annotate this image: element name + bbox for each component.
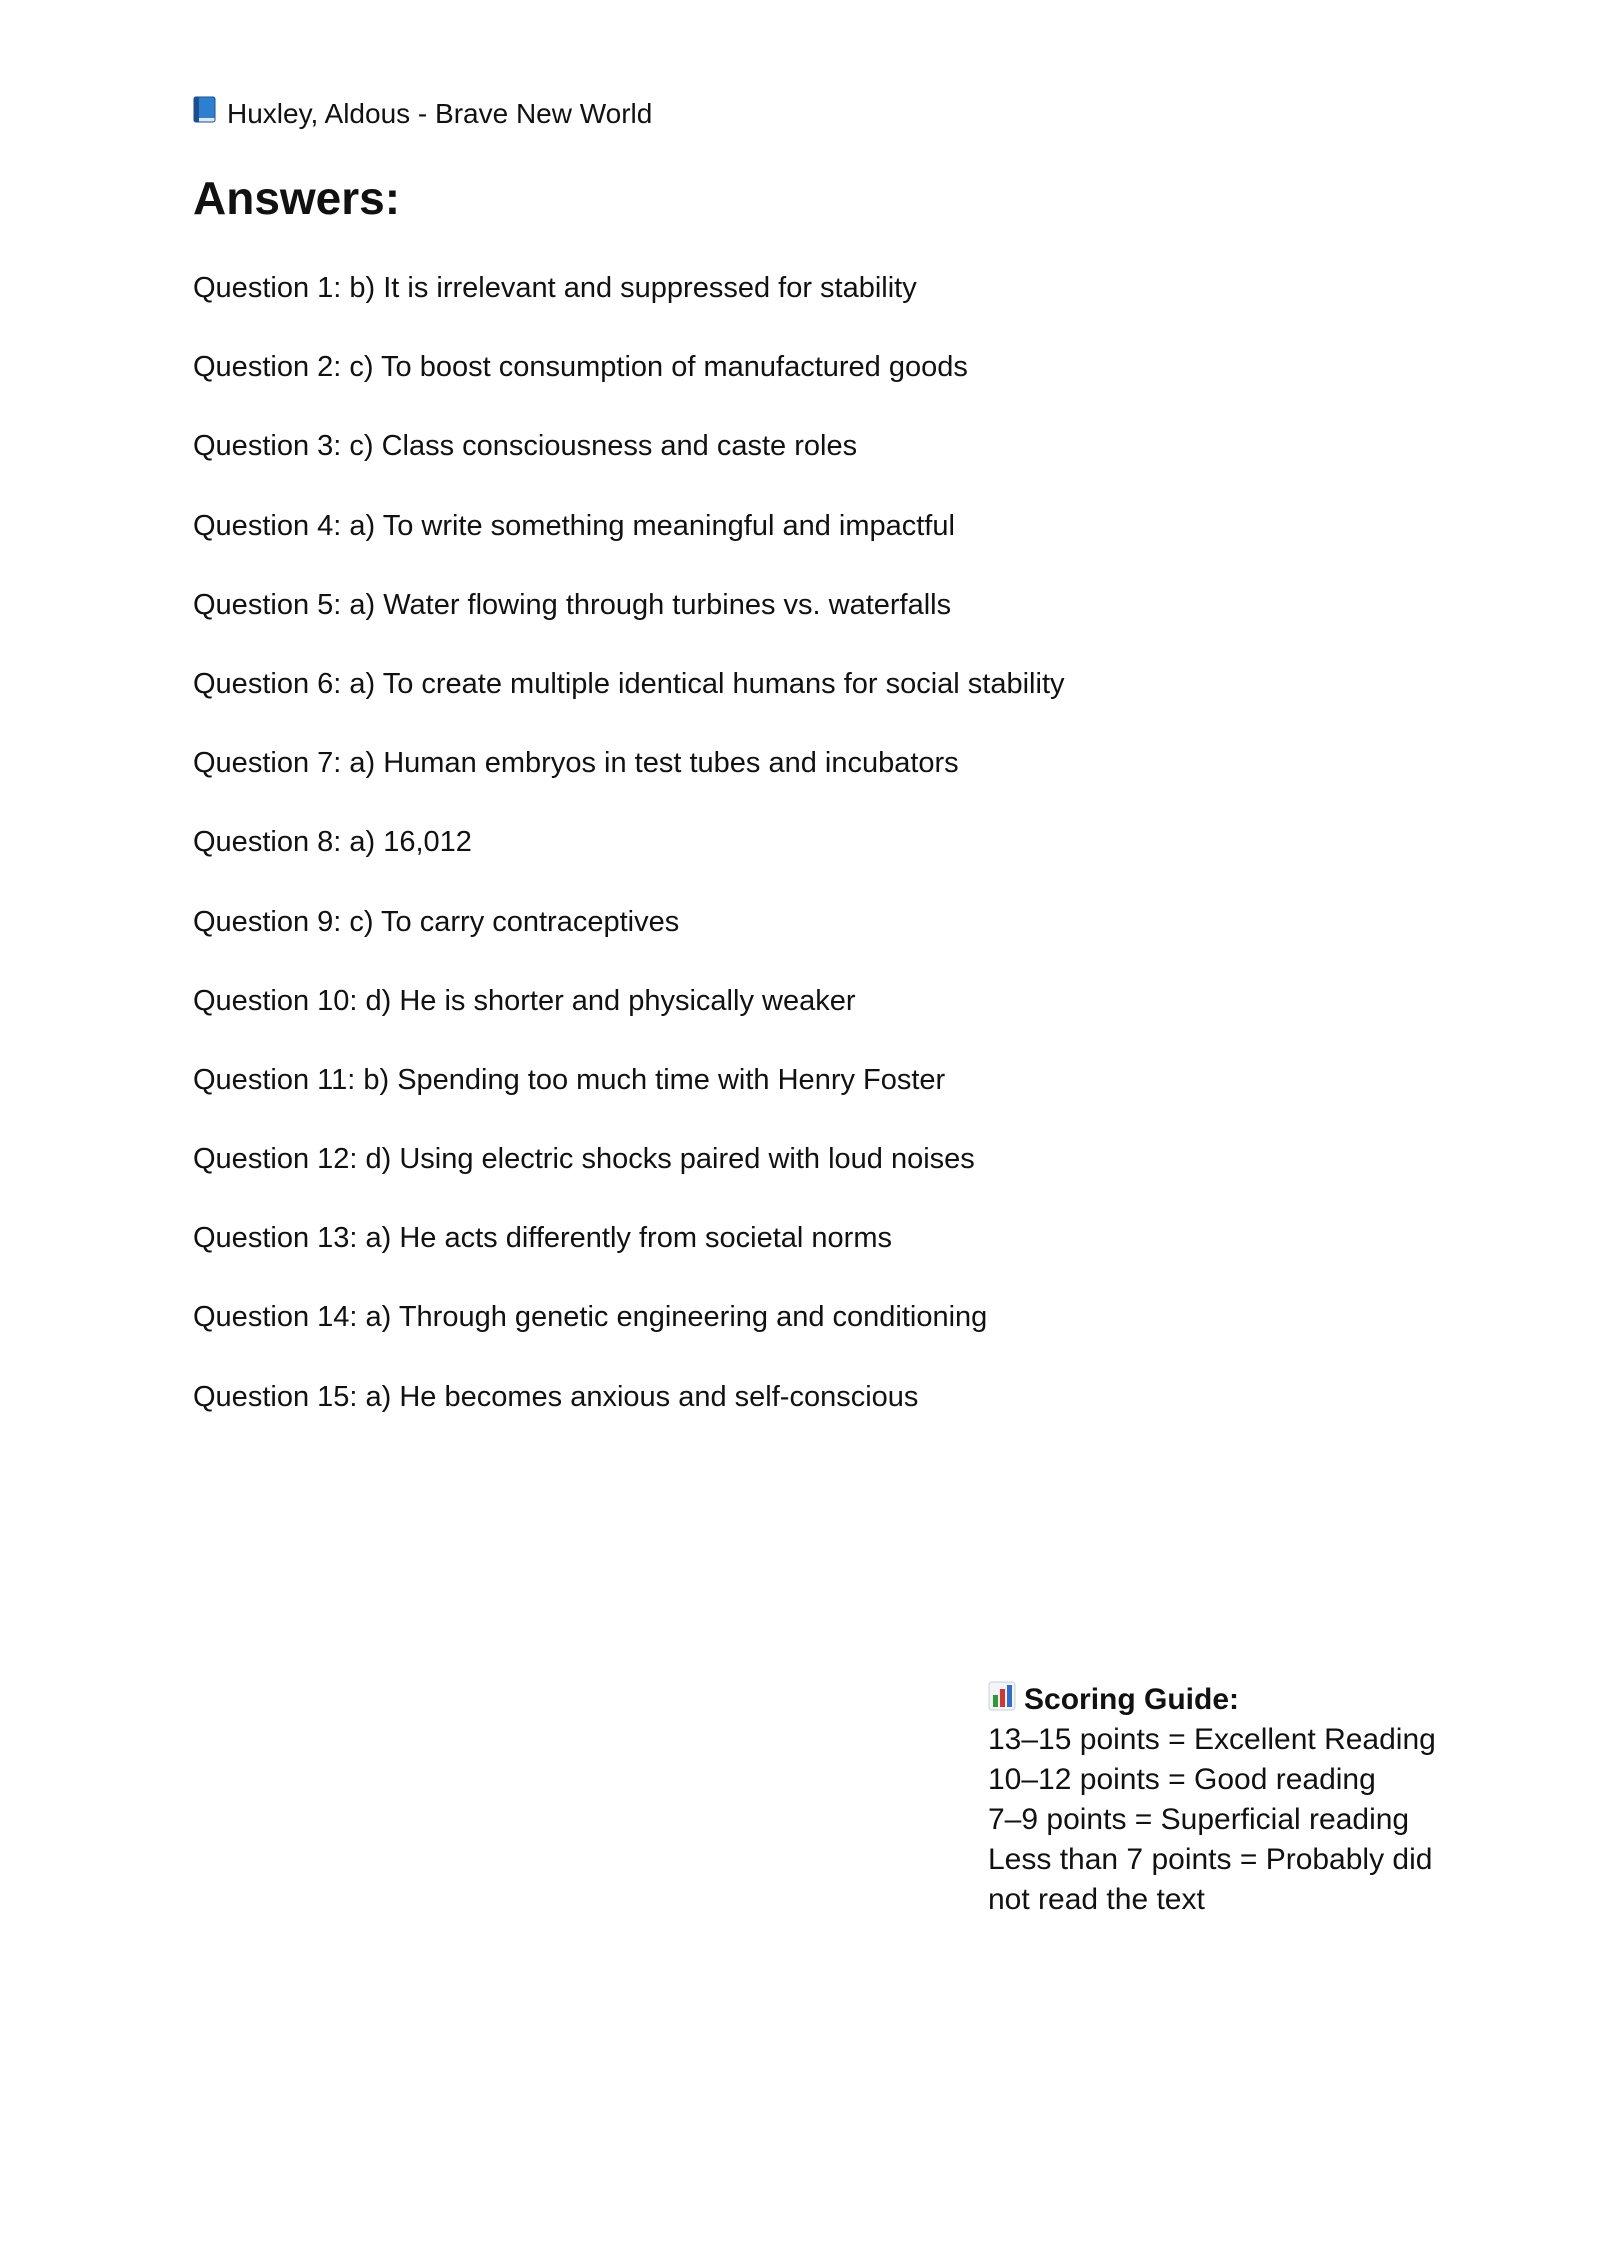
- answer-item: Question 6: a) To create multiple identical humans for social stability: [193, 667, 1065, 700]
- answers-list: [193, 268, 1065, 1456]
- scoring-line: Less than 7 points = Probably did not read the text: [988, 1843, 1433, 1916]
- scoring-header: [988, 1680, 1468, 1720]
- answer-item: Question 7: a) Human embryos in test tubes and incubators: [193, 747, 959, 780]
- answer-item: Question 3: c) Class consciousness and caste roles: [193, 430, 858, 463]
- answer-item: Question 11: b) Spending too much time with Henry Foster: [193, 1063, 946, 1096]
- answer-item: Question 1: b) It is irrelevant and suppressed for stability: [193, 272, 917, 304]
- answer-item: Question 13: a) He acts differently from societal norms: [193, 1222, 892, 1255]
- answer-item: Question 15: a) He becomes anxious and self-conscious: [193, 1380, 919, 1413]
- answer-item: Question 12: d) Using electric shocks paired with loud noises: [193, 1143, 975, 1176]
- scoring-guide: [988, 1680, 1468, 1920]
- book-icon: [193, 96, 217, 124]
- answer-item: Question 4: a) To write something meaningful and impactful: [193, 509, 955, 542]
- page-title: Answers:: [193, 172, 401, 224]
- answer-item: Question 10: d) He is shorter and physically weaker: [193, 984, 856, 1017]
- answer-item: Question 2: c) To boost consumption of manufactured goods: [193, 351, 968, 384]
- scoring-line: 10–12 points = Good reading: [988, 1763, 1376, 1796]
- scoring-line: 7–9 points = Superficial reading: [988, 1803, 1410, 1836]
- page-header: [193, 96, 652, 132]
- answer-item: Question 8: a) 16,012: [193, 826, 472, 859]
- answer-item: Question 5: a) Water flowing through turbines vs. waterfalls: [193, 588, 952, 621]
- answer-item: Question 14: a) Through genetic engineering and conditioning: [193, 1301, 988, 1334]
- scoring-line: 13–15 points = Excellent Reading: [988, 1723, 1436, 1756]
- header-text: Huxley, Aldous - Brave New World: [227, 98, 653, 129]
- bar-chart-icon: [988, 1681, 1016, 1711]
- scoring-title: Scoring Guide:: [1024, 1683, 1240, 1716]
- answer-item: Question 9: c) To carry contraceptives: [193, 905, 680, 938]
